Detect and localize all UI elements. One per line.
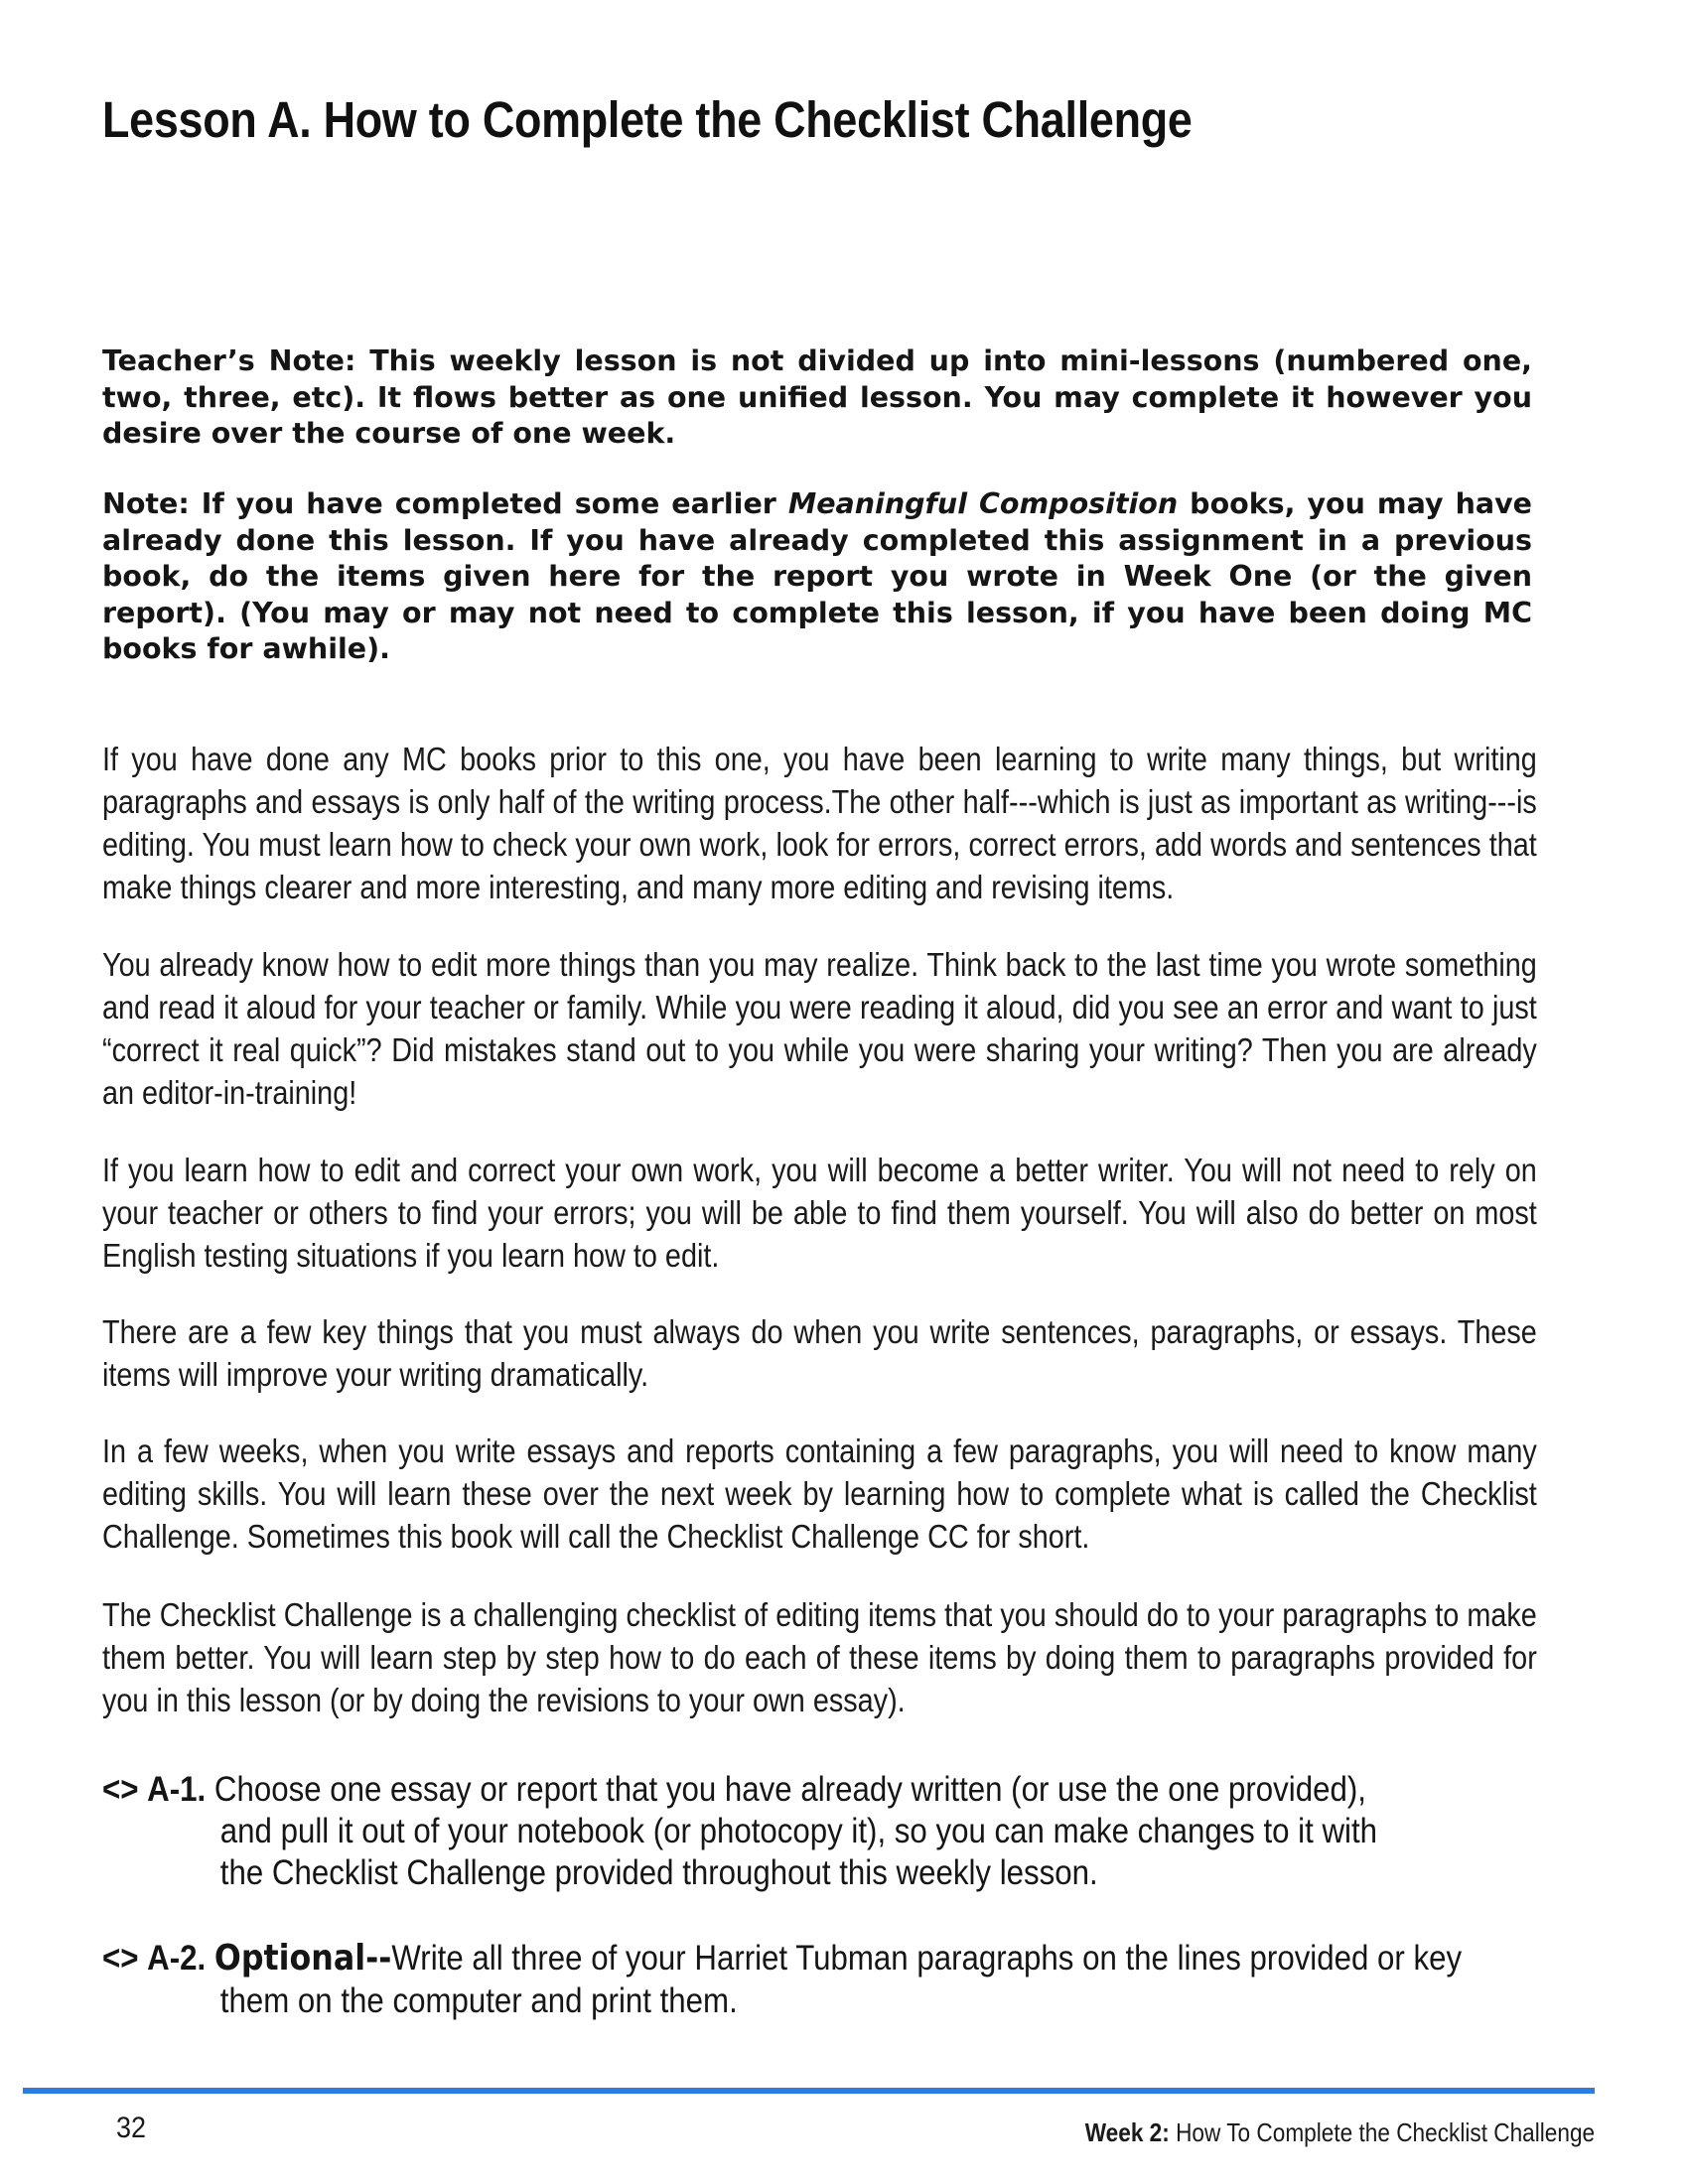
task-a1-line-1	[102, 1768, 1535, 1810]
task-a1-line-3: the Checklist Challenge provided throughout this weekly lesson.	[219, 1852, 1098, 1892]
task-a2-line-2: them on the computer and print them.	[219, 1980, 738, 2020]
footer-week-label: Week 2:	[1084, 2117, 1170, 2147]
body-paragraph-5: In a few weeks, when you write essays and reports containing a few paragraphs, you will need to know many editing skills. You will learn these over the next week by learning how to complete what is called the Checklist Challenge. Sometimes this book will call the Checklist Challenge CC for short.	[102, 1433, 1537, 1556]
body-paragraph-2: You already know how to edit more things than you may realize. Think back to the last time you wrote something and read it aloud for your teacher or family. While you were reading it aloud, did you see an error and want to just “correct it real quick”? Did mistakes stand out to you while you were sharing your writing? Then you are already an editor-in-training!	[102, 947, 1537, 1112]
body-paragraph-1: If you have done any MC books prior to this one, you have been learning to write many things, but writing paragraphs and essays is only half of the writing process.The other half---which is just as important as writing---is editing. You must learn how to check your own work, look for errors, correct errors, add words and sentences that make things clearer and more interesting, and many more editing and revising items.	[102, 742, 1537, 906]
task-a1	[102, 1768, 1535, 1893]
task-marker: <>	[102, 1769, 139, 1809]
mc-note-text-start: Note: If you have completed some earlier	[102, 487, 788, 520]
mc-note-book-title: Meaningful Composition	[787, 487, 1179, 520]
body-paragraph-3: If you learn how to edit and correct your own work, you will become a better writer. You will not need to rely on your teacher or others to find your errors; you will be able to find them yourself. You will also do better on most English testing situations if you learn how to edit.	[102, 1153, 1537, 1275]
running-footer	[1085, 2117, 1595, 2148]
body-paragraph-4: There are a few key things that you must always do when you write sentences, paragraphs, or essays. These items will improve your writing dramatically.	[102, 1314, 1537, 1394]
task-a2-line-1	[102, 1937, 1535, 1979]
body-paragraph-6: The Checklist Challenge is a challenging checklist of editing items that you should do to your paragraphs to make them better. You will learn step by step how to do each of these items by doing them to paragraphs provided for you in this lesson (or by doing the revisions to your own essay).	[102, 1597, 1537, 1719]
task-a2-number: A-2.	[147, 1938, 207, 1978]
task-a2-text-1: Write all three of your Harriet Tubman paragraphs on the lines provided or key	[391, 1938, 1463, 1978]
task-a2-optional-label: Optional--	[213, 1938, 392, 1979]
task-a1-number: A-1.	[147, 1769, 207, 1809]
task-marker: <>	[102, 1938, 139, 1978]
mc-books-note	[102, 486, 1532, 668]
footer-section-title: How To Complete the Checklist Challenge	[1175, 2117, 1595, 2147]
teacher-note: Teacher’s Note: This weekly lesson is not divided up into mini-lessons (numbered one, two, three, etc). It flows better as one unified lesson. You may complete it however you desire over the course of one week.	[102, 344, 1532, 450]
task-a1-text-1: Choose one essay or report that you have already written (or use the one provided),	[213, 1769, 1366, 1809]
mc-note-text-end: books, you may have already done this lesson. If you have already completed this assignment in a previous book, do the items given here for the report you wrote in Week One (or the given report). (You may or may not need to complete this lesson, if you have been doing MC books for awhile).	[102, 487, 1532, 665]
task-a2	[102, 1937, 1535, 2021]
task-a1-line-2: and pull it out of your notebook (or photocopy it), so you can make changes to it with	[219, 1811, 1378, 1850]
page-number: 32	[116, 2112, 147, 2144]
footer-rule	[23, 2088, 1595, 2094]
page-title: Lesson A. How to Complete the Checklist Challenge	[102, 91, 1193, 148]
